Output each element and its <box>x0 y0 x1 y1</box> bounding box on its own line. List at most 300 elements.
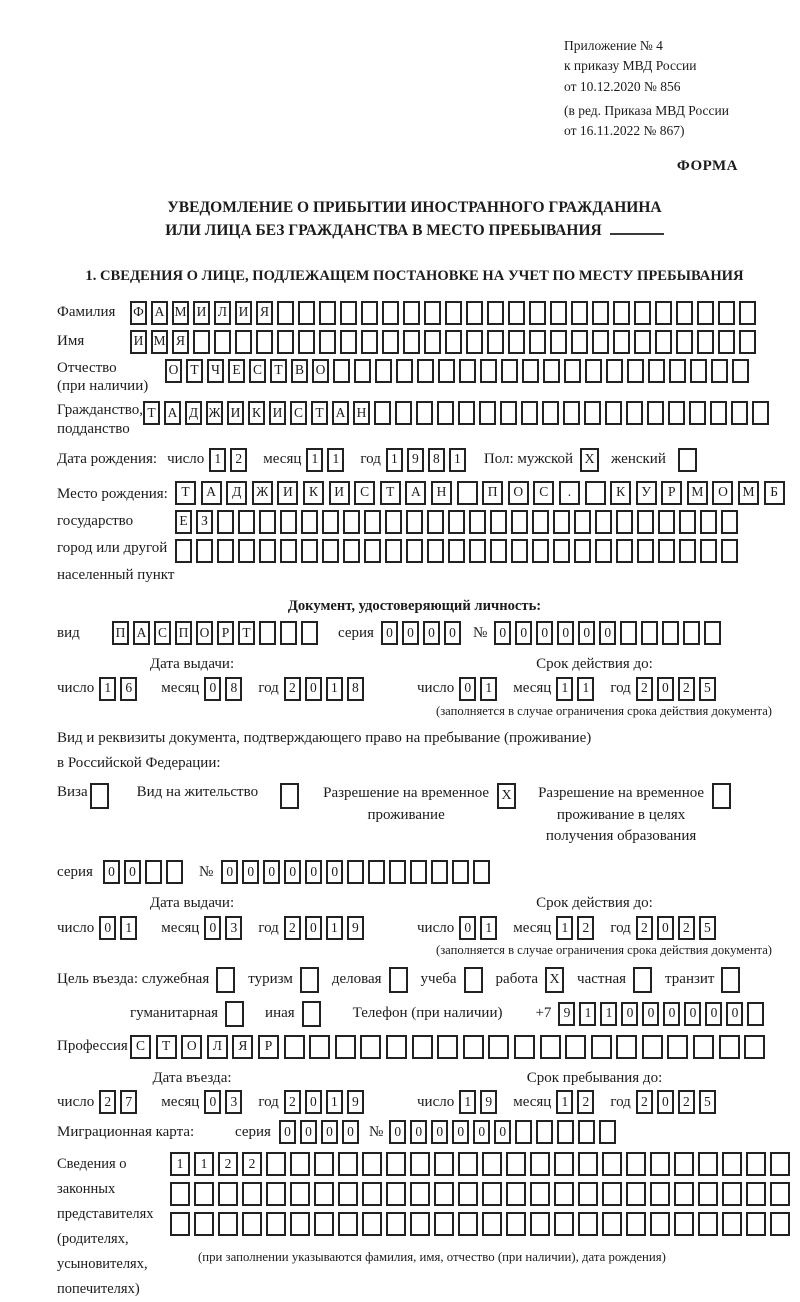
char-cell[interactable]: Е <box>228 359 245 383</box>
char-cell[interactable]: А <box>201 481 222 505</box>
char-cell[interactable]: Р <box>258 1035 279 1059</box>
char-cell[interactable] <box>676 330 693 354</box>
char-cell[interactable]: 0 <box>599 621 616 645</box>
char-cell[interactable]: Д <box>185 401 202 425</box>
char-cell[interactable]: 5 <box>699 677 716 701</box>
purpose-business-checkbox[interactable] <box>389 967 408 993</box>
char-cell[interactable]: Р <box>217 621 234 645</box>
char-cell[interactable] <box>553 510 570 534</box>
char-cell[interactable]: 2 <box>678 677 695 701</box>
char-cell[interactable] <box>389 860 406 884</box>
char-cell[interactable]: С <box>249 359 266 383</box>
char-cell[interactable] <box>403 301 420 325</box>
char-cell[interactable]: 0 <box>242 860 259 884</box>
char-cell[interactable]: 0 <box>494 621 511 645</box>
char-cell[interactable] <box>290 1182 310 1206</box>
char-cell[interactable] <box>338 1152 358 1176</box>
char-cell[interactable] <box>347 860 364 884</box>
char-cell[interactable] <box>382 301 399 325</box>
char-cell[interactable] <box>693 1035 714 1059</box>
char-cell[interactable]: К <box>303 481 324 505</box>
char-cell[interactable] <box>482 1182 502 1206</box>
char-cell[interactable] <box>457 481 478 505</box>
char-cell[interactable]: 9 <box>347 916 364 940</box>
char-cell[interactable] <box>689 401 706 425</box>
char-cell[interactable] <box>284 1035 305 1059</box>
char-cell[interactable] <box>669 359 686 383</box>
char-cell[interactable]: 2 <box>284 916 301 940</box>
char-cell[interactable] <box>459 359 476 383</box>
char-cell[interactable] <box>386 1035 407 1059</box>
char-cell[interactable]: Д <box>226 481 247 505</box>
char-cell[interactable] <box>662 621 679 645</box>
char-cell[interactable] <box>364 510 381 534</box>
char-cell[interactable]: 2 <box>678 916 695 940</box>
char-cell[interactable] <box>309 1035 330 1059</box>
char-cell[interactable] <box>458 1212 478 1236</box>
char-cell[interactable]: 2 <box>284 1090 301 1114</box>
char-cell[interactable] <box>616 1035 637 1059</box>
char-cell[interactable] <box>361 330 378 354</box>
char-cell[interactable]: А <box>332 401 349 425</box>
char-cell[interactable] <box>613 330 630 354</box>
char-cell[interactable]: М <box>151 330 168 354</box>
char-cell[interactable]: 0 <box>305 916 322 940</box>
char-cell[interactable]: 0 <box>305 1090 322 1114</box>
char-cell[interactable]: С <box>533 481 554 505</box>
char-cell[interactable] <box>744 1035 765 1059</box>
char-cell[interactable] <box>340 330 357 354</box>
char-cell[interactable]: 7 <box>120 1090 137 1114</box>
char-cell[interactable]: С <box>290 401 307 425</box>
char-cell[interactable] <box>542 401 559 425</box>
char-cell[interactable]: 0 <box>99 916 116 940</box>
char-cell[interactable] <box>217 510 234 534</box>
char-cell[interactable] <box>301 510 318 534</box>
char-cell[interactable] <box>322 510 339 534</box>
char-cell[interactable]: 1 <box>386 448 403 472</box>
char-cell[interactable]: 0 <box>124 860 141 884</box>
char-cell[interactable] <box>235 330 252 354</box>
char-cell[interactable] <box>616 539 633 563</box>
char-cell[interactable]: Н <box>353 401 370 425</box>
char-cell[interactable] <box>170 1182 190 1206</box>
char-cell[interactable] <box>721 539 738 563</box>
char-cell[interactable] <box>242 1212 262 1236</box>
char-cell[interactable]: Ж <box>206 401 223 425</box>
char-cell[interactable] <box>511 510 528 534</box>
char-cell[interactable]: У <box>636 481 657 505</box>
char-cell[interactable] <box>362 1152 382 1176</box>
char-cell[interactable]: П <box>112 621 129 645</box>
char-cell[interactable] <box>529 301 546 325</box>
char-cell[interactable] <box>458 401 475 425</box>
char-cell[interactable]: 6 <box>120 677 137 701</box>
char-cell[interactable] <box>490 539 507 563</box>
char-cell[interactable]: 0 <box>321 1120 338 1144</box>
char-cell[interactable] <box>482 1212 502 1236</box>
char-cell[interactable] <box>514 1035 535 1059</box>
char-cell[interactable] <box>361 301 378 325</box>
char-cell[interactable] <box>395 401 412 425</box>
char-cell[interactable] <box>530 1212 550 1236</box>
char-cell[interactable]: 0 <box>452 1120 469 1144</box>
char-cell[interactable] <box>319 330 336 354</box>
char-cell[interactable]: 1 <box>579 1002 596 1026</box>
char-cell[interactable] <box>266 1182 286 1206</box>
char-cell[interactable]: 1 <box>556 677 573 701</box>
char-cell[interactable]: 1 <box>459 1090 476 1114</box>
char-cell[interactable]: 1 <box>577 677 594 701</box>
char-cell[interactable] <box>648 359 665 383</box>
char-cell[interactable] <box>676 301 693 325</box>
char-cell[interactable] <box>770 1152 790 1176</box>
char-cell[interactable]: И <box>235 301 252 325</box>
char-cell[interactable] <box>530 1152 550 1176</box>
char-cell[interactable] <box>506 1152 526 1176</box>
char-cell[interactable]: 2 <box>218 1152 238 1176</box>
char-cell[interactable]: 1 <box>194 1152 214 1176</box>
char-cell[interactable] <box>490 510 507 534</box>
char-cell[interactable] <box>658 510 675 534</box>
char-cell[interactable]: П <box>175 621 192 645</box>
char-cell[interactable] <box>314 1212 334 1236</box>
char-cell[interactable]: 0 <box>459 916 476 940</box>
char-cell[interactable]: Я <box>256 301 273 325</box>
char-cell[interactable]: М <box>172 301 189 325</box>
char-cell[interactable] <box>667 1035 688 1059</box>
char-cell[interactable] <box>362 1212 382 1236</box>
char-cell[interactable] <box>385 510 402 534</box>
char-cell[interactable]: 1 <box>120 916 137 940</box>
char-cell[interactable] <box>314 1152 334 1176</box>
char-cell[interactable] <box>722 1182 742 1206</box>
char-cell[interactable] <box>445 301 462 325</box>
char-cell[interactable]: 0 <box>342 1120 359 1144</box>
char-cell[interactable] <box>466 330 483 354</box>
char-cell[interactable] <box>508 330 525 354</box>
char-cell[interactable]: 3 <box>225 1090 242 1114</box>
char-cell[interactable] <box>602 1152 622 1176</box>
char-cell[interactable]: 0 <box>423 621 440 645</box>
char-cell[interactable] <box>218 1212 238 1236</box>
char-cell[interactable] <box>368 860 385 884</box>
char-cell[interactable] <box>704 621 721 645</box>
char-cell[interactable]: 2 <box>284 677 301 701</box>
char-cell[interactable] <box>290 1152 310 1176</box>
char-cell[interactable] <box>554 1182 574 1206</box>
char-cell[interactable] <box>553 539 570 563</box>
char-cell[interactable] <box>752 401 769 425</box>
char-cell[interactable] <box>487 301 504 325</box>
char-cell[interactable] <box>698 1182 718 1206</box>
char-cell[interactable] <box>301 539 318 563</box>
char-cell[interactable]: 1 <box>326 677 343 701</box>
char-cell[interactable] <box>458 1182 478 1206</box>
char-cell[interactable]: 0 <box>621 1002 638 1026</box>
char-cell[interactable] <box>540 1035 561 1059</box>
char-cell[interactable] <box>385 539 402 563</box>
char-cell[interactable] <box>145 860 162 884</box>
char-cell[interactable] <box>259 510 276 534</box>
char-cell[interactable]: 1 <box>556 1090 573 1114</box>
char-cell[interactable]: Я <box>232 1035 253 1059</box>
char-cell[interactable]: 0 <box>459 677 476 701</box>
purpose-transit-checkbox[interactable] <box>721 967 740 993</box>
char-cell[interactable]: 0 <box>684 1002 701 1026</box>
char-cell[interactable]: 0 <box>402 621 419 645</box>
char-cell[interactable] <box>650 1182 670 1206</box>
char-cell[interactable] <box>217 539 234 563</box>
char-cell[interactable] <box>434 1152 454 1176</box>
char-cell[interactable] <box>719 1035 740 1059</box>
char-cell[interactable] <box>410 860 427 884</box>
char-cell[interactable]: П <box>482 481 503 505</box>
char-cell[interactable] <box>679 510 696 534</box>
char-cell[interactable] <box>170 1212 190 1236</box>
char-cell[interactable] <box>578 1182 598 1206</box>
char-cell[interactable] <box>550 330 567 354</box>
char-cell[interactable] <box>732 359 749 383</box>
char-cell[interactable] <box>238 539 255 563</box>
char-cell[interactable] <box>431 860 448 884</box>
char-cell[interactable] <box>739 301 756 325</box>
char-cell[interactable] <box>521 401 538 425</box>
char-cell[interactable] <box>338 1182 358 1206</box>
char-cell[interactable] <box>406 510 423 534</box>
char-cell[interactable] <box>543 359 560 383</box>
residence-permit-checkbox[interactable] <box>280 783 299 809</box>
char-cell[interactable]: М <box>687 481 708 505</box>
char-cell[interactable] <box>266 1152 286 1176</box>
char-cell[interactable]: Ф <box>130 301 147 325</box>
char-cell[interactable]: 1 <box>480 677 497 701</box>
char-cell[interactable]: 5 <box>699 916 716 940</box>
char-cell[interactable]: 0 <box>204 916 221 940</box>
char-cell[interactable] <box>647 401 664 425</box>
char-cell[interactable] <box>417 359 434 383</box>
char-cell[interactable]: О <box>181 1035 202 1059</box>
char-cell[interactable] <box>585 481 606 505</box>
char-cell[interactable] <box>530 1182 550 1206</box>
char-cell[interactable] <box>382 330 399 354</box>
char-cell[interactable]: 0 <box>263 860 280 884</box>
char-cell[interactable] <box>416 401 433 425</box>
char-cell[interactable] <box>606 359 623 383</box>
char-cell[interactable] <box>298 301 315 325</box>
char-cell[interactable]: 8 <box>225 677 242 701</box>
char-cell[interactable] <box>747 1002 764 1026</box>
char-cell[interactable]: 1 <box>600 1002 617 1026</box>
char-cell[interactable]: Ж <box>252 481 273 505</box>
char-cell[interactable] <box>458 1152 478 1176</box>
char-cell[interactable]: 0 <box>657 677 674 701</box>
char-cell[interactable] <box>410 1152 430 1176</box>
char-cell[interactable]: 0 <box>431 1120 448 1144</box>
char-cell[interactable] <box>469 510 486 534</box>
char-cell[interactable]: И <box>130 330 147 354</box>
purpose-official-checkbox[interactable] <box>216 967 235 993</box>
char-cell[interactable] <box>515 1120 532 1144</box>
char-cell[interactable] <box>266 1212 286 1236</box>
char-cell[interactable] <box>739 330 756 354</box>
char-cell[interactable] <box>697 330 714 354</box>
char-cell[interactable] <box>584 401 601 425</box>
char-cell[interactable]: 2 <box>577 1090 594 1114</box>
char-cell[interactable] <box>277 301 294 325</box>
char-cell[interactable] <box>434 1212 454 1236</box>
char-cell[interactable] <box>605 401 622 425</box>
char-cell[interactable]: 0 <box>705 1002 722 1026</box>
char-cell[interactable] <box>508 301 525 325</box>
char-cell[interactable]: Я <box>172 330 189 354</box>
char-cell[interactable] <box>218 1182 238 1206</box>
char-cell[interactable] <box>679 539 696 563</box>
char-cell[interactable] <box>637 539 654 563</box>
char-cell[interactable] <box>591 1035 612 1059</box>
purpose-work-checkbox[interactable]: X <box>545 967 564 993</box>
char-cell[interactable]: В <box>291 359 308 383</box>
char-cell[interactable]: Л <box>207 1035 228 1059</box>
char-cell[interactable] <box>280 539 297 563</box>
char-cell[interactable]: 0 <box>381 621 398 645</box>
char-cell[interactable]: 0 <box>663 1002 680 1026</box>
char-cell[interactable] <box>746 1212 766 1236</box>
char-cell[interactable]: М <box>738 481 759 505</box>
char-cell[interactable] <box>259 539 276 563</box>
char-cell[interactable]: Т <box>186 359 203 383</box>
char-cell[interactable]: 1 <box>480 916 497 940</box>
char-cell[interactable] <box>338 1212 358 1236</box>
char-cell[interactable] <box>721 510 738 534</box>
char-cell[interactable]: Н <box>431 481 452 505</box>
char-cell[interactable] <box>642 1035 663 1059</box>
visa-checkbox[interactable] <box>90 783 109 809</box>
char-cell[interactable] <box>194 1212 214 1236</box>
char-cell[interactable]: 0 <box>726 1002 743 1026</box>
char-cell[interactable] <box>655 301 672 325</box>
char-cell[interactable]: Л <box>214 301 231 325</box>
char-cell[interactable] <box>463 1035 484 1059</box>
char-cell[interactable]: 9 <box>558 1002 575 1026</box>
char-cell[interactable] <box>501 359 518 383</box>
char-cell[interactable]: 2 <box>99 1090 116 1114</box>
char-cell[interactable]: О <box>165 359 182 383</box>
char-cell[interactable] <box>578 1152 598 1176</box>
char-cell[interactable]: 5 <box>699 1090 716 1114</box>
char-cell[interactable] <box>386 1212 406 1236</box>
char-cell[interactable]: 0 <box>305 860 322 884</box>
char-cell[interactable] <box>722 1212 742 1236</box>
char-cell[interactable] <box>238 510 255 534</box>
char-cell[interactable]: 0 <box>494 1120 511 1144</box>
char-cell[interactable] <box>343 539 360 563</box>
char-cell[interactable]: 2 <box>577 916 594 940</box>
char-cell[interactable]: 0 <box>103 860 120 884</box>
char-cell[interactable] <box>650 1212 670 1236</box>
char-cell[interactable]: Т <box>143 401 160 425</box>
char-cell[interactable] <box>386 1152 406 1176</box>
char-cell[interactable] <box>634 301 651 325</box>
char-cell[interactable]: С <box>154 621 171 645</box>
char-cell[interactable] <box>770 1212 790 1236</box>
char-cell[interactable]: 1 <box>326 1090 343 1114</box>
char-cell[interactable] <box>375 359 392 383</box>
char-cell[interactable] <box>626 1182 646 1206</box>
char-cell[interactable] <box>674 1182 694 1206</box>
char-cell[interactable] <box>487 330 504 354</box>
char-cell[interactable] <box>506 1212 526 1236</box>
char-cell[interactable] <box>698 1152 718 1176</box>
char-cell[interactable]: 0 <box>657 916 674 940</box>
gender-male-checkbox[interactable]: X <box>580 448 599 472</box>
char-cell[interactable]: 8 <box>428 448 445 472</box>
char-cell[interactable]: 2 <box>636 677 653 701</box>
char-cell[interactable] <box>674 1152 694 1176</box>
char-cell[interactable]: О <box>312 359 329 383</box>
char-cell[interactable] <box>613 301 630 325</box>
char-cell[interactable] <box>452 860 469 884</box>
gender-female-checkbox[interactable] <box>678 448 697 472</box>
char-cell[interactable] <box>595 539 612 563</box>
char-cell[interactable]: О <box>712 481 733 505</box>
char-cell[interactable] <box>571 301 588 325</box>
char-cell[interactable]: 2 <box>636 916 653 940</box>
char-cell[interactable]: 8 <box>347 677 364 701</box>
char-cell[interactable] <box>655 330 672 354</box>
char-cell[interactable]: 0 <box>326 860 343 884</box>
char-cell[interactable] <box>574 510 591 534</box>
temp-residence-edu-checkbox[interactable] <box>712 783 731 809</box>
char-cell[interactable] <box>480 359 497 383</box>
char-cell[interactable] <box>354 359 371 383</box>
char-cell[interactable] <box>437 401 454 425</box>
char-cell[interactable] <box>650 1152 670 1176</box>
char-cell[interactable] <box>298 330 315 354</box>
char-cell[interactable] <box>410 1182 430 1206</box>
char-cell[interactable] <box>424 330 441 354</box>
char-cell[interactable] <box>674 1212 694 1236</box>
char-cell[interactable] <box>578 1212 598 1236</box>
char-cell[interactable] <box>626 1212 646 1236</box>
char-cell[interactable]: 0 <box>300 1120 317 1144</box>
char-cell[interactable] <box>718 301 735 325</box>
char-cell[interactable] <box>529 330 546 354</box>
char-cell[interactable]: А <box>151 301 168 325</box>
char-cell[interactable]: 0 <box>389 1120 406 1144</box>
char-cell[interactable] <box>448 510 465 534</box>
char-cell[interactable]: И <box>329 481 350 505</box>
char-cell[interactable] <box>466 301 483 325</box>
char-cell[interactable] <box>565 1035 586 1059</box>
char-cell[interactable]: А <box>405 481 426 505</box>
char-cell[interactable] <box>620 621 637 645</box>
char-cell[interactable]: С <box>130 1035 151 1059</box>
temp-residence-checkbox[interactable]: X <box>497 783 516 809</box>
char-cell[interactable] <box>511 539 528 563</box>
char-cell[interactable] <box>563 401 580 425</box>
char-cell[interactable] <box>437 1035 458 1059</box>
char-cell[interactable] <box>578 1120 595 1144</box>
char-cell[interactable] <box>627 359 644 383</box>
char-cell[interactable] <box>364 539 381 563</box>
purpose-private-checkbox[interactable] <box>633 967 652 993</box>
char-cell[interactable] <box>770 1182 790 1206</box>
char-cell[interactable] <box>343 510 360 534</box>
char-cell[interactable] <box>333 359 350 383</box>
char-cell[interactable] <box>592 301 609 325</box>
char-cell[interactable]: 0 <box>221 860 238 884</box>
